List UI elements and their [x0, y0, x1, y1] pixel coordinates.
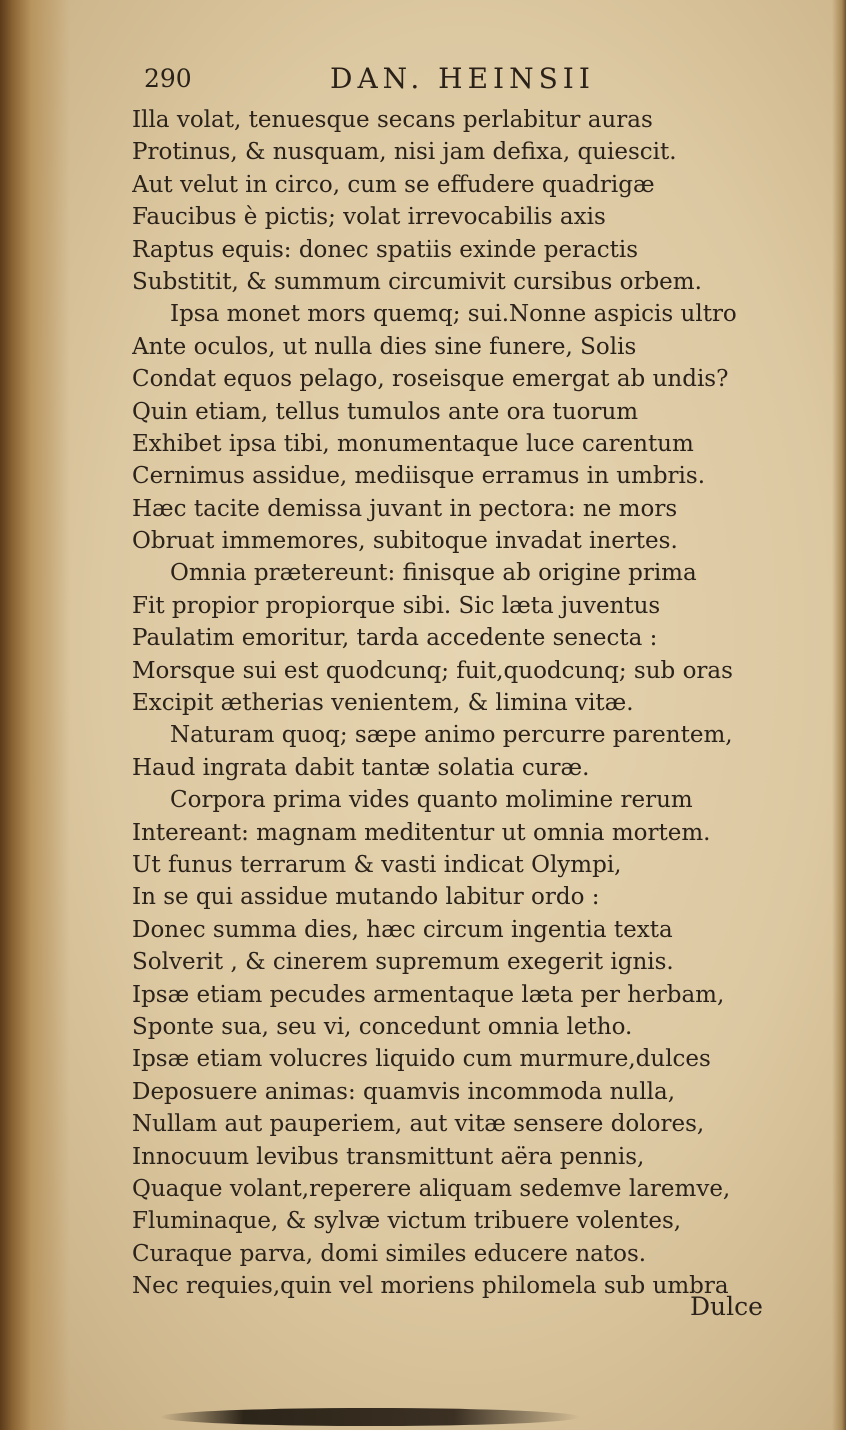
text-line: Hæc tacite demissa juvant in pectora: ne mors — [132, 495, 678, 522]
text-line: Raptus equis: donec spatiis exinde peractis — [132, 236, 639, 263]
text-line: Condat equos pelago, roseisque emergat ab undis? — [132, 366, 729, 393]
text-line: Paulatim emoritur, tarda accedente senecta : — [132, 625, 658, 652]
text-line: Innocuum levibus transmittunt aëra pennis, — [132, 1143, 645, 1170]
text-line: Excipit ætherias venientem, & limina vitæ. — [132, 690, 634, 717]
text-line: Sponte sua, seu vi, concedunt omnia letho. — [132, 1013, 633, 1040]
text-line: Naturam quoq; sæpe animo percurre parentem, — [170, 722, 733, 749]
text-line: Ipsa monet mors quemq; sui.Nonne aspicis ultro — [170, 301, 737, 328]
poem-text — [132, 104, 802, 1302]
gutter-shadow — [0, 0, 70, 1430]
text-line: Solverit , & cinerem supremum exegerit ignis. — [132, 949, 674, 976]
text-line: Intereant: magnam meditentur ut omnia mortem. — [132, 819, 711, 846]
page-header — [140, 62, 780, 102]
text-line: Quin etiam, tellus tumulos ante ora tuorum — [132, 398, 639, 425]
text-line: Fluminaque, & sylvæ victum tribuere volentes, — [132, 1208, 682, 1235]
text-line: Curaque parva, domi similes educere natos. — [132, 1240, 647, 1267]
text-line: Nec requies,quin vel moriens philomela sub umbra — [132, 1273, 729, 1300]
text-line: Cernimus assidue, mediisque erramus in umbris. — [132, 463, 706, 490]
ink-smudge — [160, 1408, 580, 1426]
text-line: Corpora prima vides quanto molimine rerum — [170, 787, 693, 814]
text-line: Ipsæ etiam volucres liquido cum murmure,dulces — [132, 1046, 711, 1073]
page-edge — [832, 0, 846, 1430]
text-line: Donec summa dies, hæc circum ingentia texta — [132, 916, 673, 943]
text-line: Exhibet ipsa tibi, monumentaque luce carentum — [132, 430, 694, 457]
text-line: Haud ingrata dabit tantæ solatia curæ. — [132, 754, 590, 781]
text-line: Morsque sui est quodcunq; fuit,quodcunq; sub oras — [132, 657, 733, 684]
text-line: Omnia prætereunt: finisque ab origine prima — [170, 560, 697, 587]
text-line: Quaque volant,reperere aliquam sedemve laremve, — [132, 1175, 731, 1202]
running-head: DAN. HEINSII — [330, 62, 595, 95]
text-line: Obruat immemores, subitoque invadat inertes. — [132, 528, 678, 555]
text-line: Illa volat, tenuesque secans perlabitur auras — [132, 107, 653, 133]
text-line: In se qui assidue mutando labitur ordo : — [132, 884, 600, 911]
text-line: Ipsæ etiam pecudes armentaque læta per herbam, — [132, 981, 725, 1008]
text-line: Protinus, & nusquam, nisi jam defixa, quiescit. — [132, 139, 677, 166]
text-line: Nullam aut pauperiem, aut vitæ sensere dolores, — [132, 1111, 705, 1138]
text-line: Deposuere animas: quamvis incommoda nulla, — [132, 1078, 676, 1105]
catchword: Dulce — [690, 1292, 763, 1321]
text-line: Faucibus è pictis; volat irrevocabilis axis — [132, 204, 606, 231]
page-number: 290 — [144, 64, 192, 93]
text-line: Ut funus terrarum & vasti indicat Olympi, — [132, 851, 622, 878]
text-line: Substitit, & summum circumivit cursibus orbem. — [132, 268, 702, 295]
text-line: Aut velut in circo, cum se effudere quadrigæ — [132, 171, 655, 198]
text-line: Fit propior propiorque sibi. Sic læta juventus — [132, 592, 661, 619]
text-line: Ante oculos, ut nulla dies sine funere, Solis — [132, 333, 637, 360]
